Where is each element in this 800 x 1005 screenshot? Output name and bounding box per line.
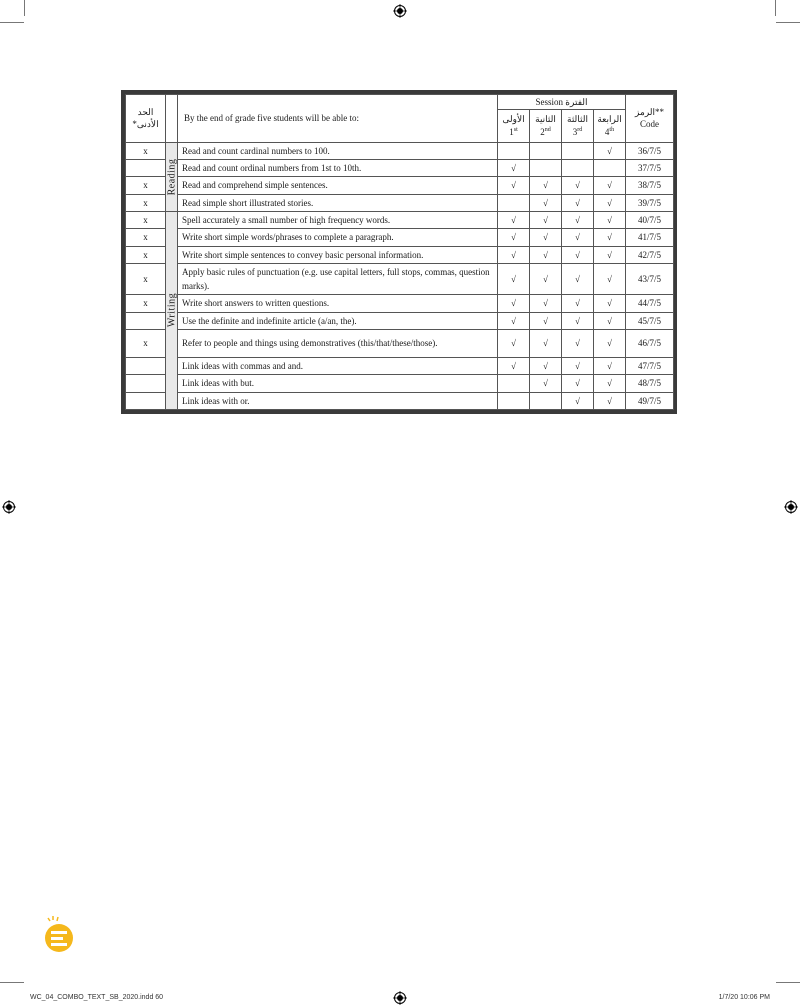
objective-cell: Read and count ordinal numbers from 1st to 10th. bbox=[178, 159, 498, 176]
objective-cell: Link ideas with or. bbox=[178, 392, 498, 409]
minimum-header bbox=[126, 95, 166, 143]
minimum-cell: x bbox=[126, 295, 166, 312]
objective-cell: Write short simple sentences to convey basic personal information. bbox=[178, 246, 498, 263]
objective-cell: Apply basic rules of punctuation (e.g. use capital letters, full stops, commas, question marks). bbox=[178, 263, 498, 294]
session-1-check-cell: √ bbox=[498, 159, 530, 176]
session-2-header bbox=[530, 110, 562, 142]
code-cell: 48/7/5 bbox=[626, 375, 674, 392]
session-1-check-cell bbox=[498, 194, 530, 211]
code-label-ar: الرمز** bbox=[635, 107, 665, 118]
minimum-cell: x bbox=[126, 329, 166, 357]
session-3-sup: rd bbox=[577, 126, 583, 133]
minimum-cell: x bbox=[126, 229, 166, 246]
session-4-check-cell bbox=[594, 159, 626, 176]
session-2-sup: nd bbox=[544, 126, 551, 133]
session-1-check-cell: √ bbox=[498, 246, 530, 263]
session-1-check-cell: √ bbox=[498, 229, 530, 246]
session-2-en: 2 bbox=[540, 126, 545, 137]
minimum-cell bbox=[126, 392, 166, 409]
objective-cell: Spell accurately a small number of high frequency words. bbox=[178, 211, 498, 228]
crop-mark bbox=[24, 0, 25, 16]
session-3-header bbox=[562, 110, 594, 142]
session-3-check-cell: √ bbox=[562, 357, 594, 374]
session-1-check-cell: √ bbox=[498, 177, 530, 194]
session-1-check-cell bbox=[498, 375, 530, 392]
crop-mark bbox=[776, 982, 800, 983]
table-row bbox=[126, 211, 674, 228]
outcomes-table-frame bbox=[121, 90, 677, 414]
objective-cell: Use the definite and indefinite article (a/an, the). bbox=[178, 312, 498, 329]
session-1-check-cell: √ bbox=[498, 312, 530, 329]
session-2-check-cell: √ bbox=[530, 194, 562, 211]
code-cell: 39/7/5 bbox=[626, 194, 674, 211]
outcomes-table bbox=[125, 94, 674, 410]
session-4-sup: th bbox=[609, 126, 615, 133]
session-2-check-cell: √ bbox=[530, 246, 562, 263]
section-label: Writing bbox=[166, 293, 177, 328]
session-4-check-cell: √ bbox=[594, 211, 626, 228]
session-2-check-cell: √ bbox=[530, 177, 562, 194]
session-1-sup: st bbox=[513, 126, 518, 133]
session-4-en: 4 bbox=[604, 126, 610, 137]
minimum-cell: x bbox=[126, 246, 166, 263]
session-4-check-cell: √ bbox=[594, 329, 626, 357]
code-cell: 42/7/5 bbox=[626, 246, 674, 263]
table-row bbox=[126, 159, 674, 176]
objective-cell: Write short simple words/phrases to complete a paragraph. bbox=[178, 229, 498, 246]
table-row bbox=[126, 329, 674, 357]
session-3-check-cell bbox=[562, 159, 594, 176]
objective-cell: Link ideas with commas and and. bbox=[178, 357, 498, 374]
session-4-check-cell: √ bbox=[594, 263, 626, 294]
session-3-check-cell: √ bbox=[562, 246, 594, 263]
crop-mark bbox=[775, 0, 776, 16]
session-2-check-cell: √ bbox=[530, 263, 562, 294]
code-cell: 41/7/5 bbox=[626, 229, 674, 246]
publisher-logo-icon bbox=[42, 914, 76, 954]
table-row bbox=[126, 295, 674, 312]
header-row bbox=[126, 95, 674, 110]
code-cell: 47/7/5 bbox=[626, 357, 674, 374]
session-3-check-cell: √ bbox=[562, 392, 594, 409]
table-row bbox=[126, 229, 674, 246]
minimum-cell bbox=[126, 357, 166, 374]
minimum-cell: x bbox=[126, 194, 166, 211]
objective-cell: Read simple short illustrated stories. bbox=[178, 194, 498, 211]
session-4-check-cell: √ bbox=[594, 177, 626, 194]
table-body bbox=[126, 142, 674, 409]
session-1-check-cell: √ bbox=[498, 263, 530, 294]
crop-mark bbox=[776, 22, 800, 23]
session-1-check-cell: √ bbox=[498, 329, 530, 357]
session-1-ar: الأولى bbox=[502, 113, 525, 124]
section-label-cell bbox=[166, 211, 178, 409]
session-4-check-cell: √ bbox=[594, 312, 626, 329]
objective-header: By the end of grade five students will be able to: bbox=[178, 95, 498, 143]
crop-mark bbox=[0, 22, 24, 23]
session-2-check-cell bbox=[530, 392, 562, 409]
session-3-check-cell: √ bbox=[562, 295, 594, 312]
minimum-cell bbox=[126, 159, 166, 176]
table-row bbox=[126, 375, 674, 392]
code-cell: 37/7/5 bbox=[626, 159, 674, 176]
session-4-check-cell: √ bbox=[594, 295, 626, 312]
session-4-check-cell: √ bbox=[594, 392, 626, 409]
code-label-en: Code bbox=[640, 119, 660, 130]
section-label-cell bbox=[166, 142, 178, 211]
registration-mark-icon bbox=[784, 500, 798, 514]
code-cell: 44/7/5 bbox=[626, 295, 674, 312]
session-2-check-cell: √ bbox=[530, 312, 562, 329]
registration-mark-icon bbox=[393, 4, 407, 18]
minimum-cell: x bbox=[126, 142, 166, 159]
code-cell: 46/7/5 bbox=[626, 329, 674, 357]
minimum-cell: x bbox=[126, 211, 166, 228]
session-3-check-cell: √ bbox=[562, 263, 594, 294]
objective-cell: Read and comprehend simple sentences. bbox=[178, 177, 498, 194]
session-2-check-cell: √ bbox=[530, 329, 562, 357]
session-header: Session الفترة bbox=[498, 95, 626, 110]
objective-cell: Link ideas with but. bbox=[178, 375, 498, 392]
table-row bbox=[126, 246, 674, 263]
objective-cell: Read and count cardinal numbers to 100. bbox=[178, 142, 498, 159]
session-2-check-cell: √ bbox=[530, 229, 562, 246]
table-row bbox=[126, 177, 674, 194]
session-3-check-cell: √ bbox=[562, 194, 594, 211]
code-cell: 43/7/5 bbox=[626, 263, 674, 294]
code-cell: 40/7/5 bbox=[626, 211, 674, 228]
minimum-cell: x bbox=[126, 177, 166, 194]
session-3-ar: الثالثة bbox=[567, 113, 588, 124]
session-2-check-cell: √ bbox=[530, 375, 562, 392]
session-4-check-cell: √ bbox=[594, 194, 626, 211]
session-2-check-cell: √ bbox=[530, 211, 562, 228]
session-3-en: 3 bbox=[572, 126, 578, 137]
footer-file-name: WC_04_COMBO_TEXT_SB_2020.indd 60 bbox=[30, 994, 164, 1001]
session-4-ar: الرابعة bbox=[597, 113, 622, 124]
table-row bbox=[126, 142, 674, 159]
session-1-header bbox=[498, 110, 530, 142]
session-4-check-cell: √ bbox=[594, 246, 626, 263]
minimum-label-line2: الأدنى* bbox=[132, 119, 159, 130]
session-4-check-cell: √ bbox=[594, 357, 626, 374]
crop-mark bbox=[0, 982, 24, 983]
section-label: Reading bbox=[166, 158, 177, 196]
session-4-check-cell: √ bbox=[594, 142, 626, 159]
code-cell: 49/7/5 bbox=[626, 392, 674, 409]
table-row bbox=[126, 263, 674, 294]
minimum-label-line1: الحد bbox=[137, 107, 154, 118]
table-row bbox=[126, 312, 674, 329]
registration-mark-icon bbox=[393, 991, 407, 1005]
session-2-ar: الثانية bbox=[535, 113, 556, 124]
session-1-en: 1 bbox=[509, 126, 514, 137]
table-row bbox=[126, 194, 674, 211]
session-1-check-cell: √ bbox=[498, 211, 530, 228]
session-3-check-cell: √ bbox=[562, 177, 594, 194]
session-3-check-cell: √ bbox=[562, 229, 594, 246]
session-3-check-cell bbox=[562, 142, 594, 159]
session-2-check-cell bbox=[530, 159, 562, 176]
session-3-check-cell: √ bbox=[562, 312, 594, 329]
session-1-check-cell: √ bbox=[498, 295, 530, 312]
session-1-check-cell: √ bbox=[498, 357, 530, 374]
session-2-check-cell: √ bbox=[530, 295, 562, 312]
session-4-check-cell: √ bbox=[594, 375, 626, 392]
footer-timestamp: 1/7/20 10:06 PM bbox=[718, 994, 770, 1001]
session-2-check-cell: √ bbox=[530, 357, 562, 374]
code-cell: 36/7/5 bbox=[626, 142, 674, 159]
table-row bbox=[126, 357, 674, 374]
code-cell: 45/7/5 bbox=[626, 312, 674, 329]
code-cell: 38/7/5 bbox=[626, 177, 674, 194]
minimum-cell bbox=[126, 375, 166, 392]
section-header-blank bbox=[166, 95, 178, 143]
objective-cell: Write short answers to written questions. bbox=[178, 295, 498, 312]
objective-cell: Refer to people and things using demonstratives (this/that/these/those). bbox=[178, 329, 498, 357]
session-3-check-cell: √ bbox=[562, 329, 594, 357]
registration-mark-icon bbox=[2, 500, 16, 514]
code-header bbox=[626, 95, 674, 143]
session-3-check-cell: √ bbox=[562, 375, 594, 392]
session-2-check-cell bbox=[530, 142, 562, 159]
minimum-cell bbox=[126, 312, 166, 329]
table-row bbox=[126, 392, 674, 409]
session-3-check-cell: √ bbox=[562, 211, 594, 228]
session-1-check-cell bbox=[498, 392, 530, 409]
session-4-check-cell: √ bbox=[594, 229, 626, 246]
minimum-cell: x bbox=[126, 263, 166, 294]
session-1-check-cell bbox=[498, 142, 530, 159]
session-4-header bbox=[594, 110, 626, 142]
